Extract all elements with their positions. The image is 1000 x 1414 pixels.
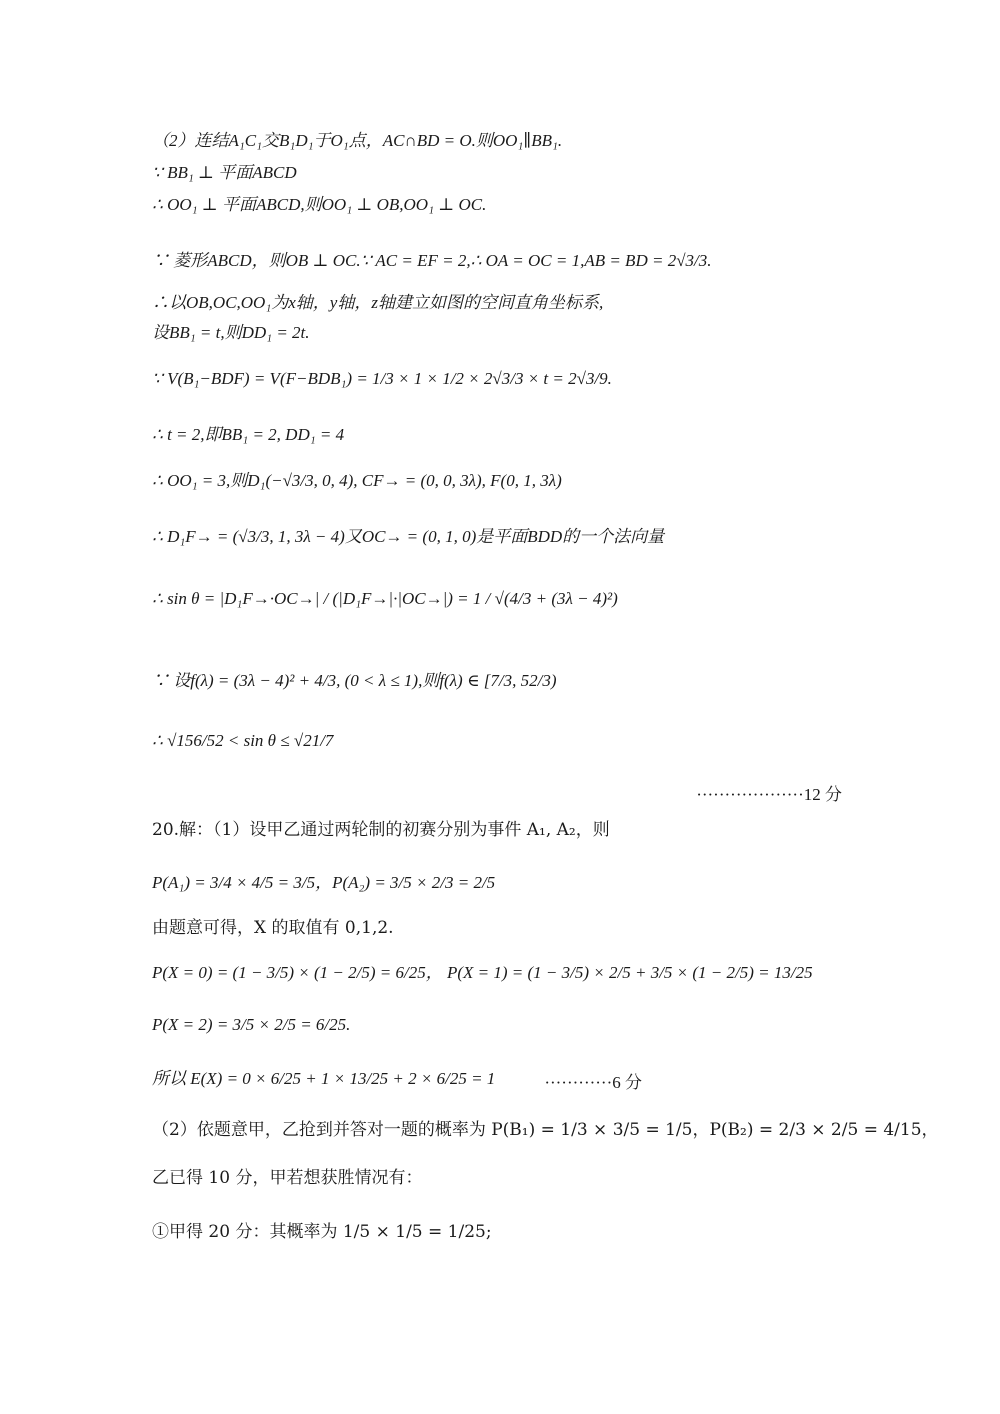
part2-line-4: ∵ 菱形ABCD，则OB ⊥ OC.∵ AC = EF = 2,∴ OA = OC = 1,AB = BD = 2√3/3. [152, 251, 712, 270]
q20-line-6: 所以 E(X) = 0 × 6/25 + 1 × 13/25 + 2 × 6/25 = 1 [152, 1069, 496, 1088]
q20-score: ············6 分 [544, 1073, 642, 1092]
q20-line-9: ①甲得 20 分：其概率为 1/5 × 1/5 = 1/25; [152, 1222, 492, 1242]
q20-line-8: 乙已得 10 分，甲若想获胜情况有： [152, 1168, 423, 1188]
part2-line-10: ∴ D₁F→ = (√3/3, 1, 3λ − 4)又OC→ = (0, 1, 0)是平面BDD的一个法向量 [152, 527, 665, 546]
part2-line-6: 设BB₁ = t,则DD₁ = 2t. [152, 323, 310, 342]
q20-line-3: 由题意可得，X 的取值有 0,1,2. [152, 918, 394, 938]
part2-line-8: ∴ t = 2,即BB₁ = 2, DD₁ = 4 [152, 425, 345, 444]
q20-line-5: P(X = 2) = 3/5 × 2/5 = 6/25. [152, 1015, 351, 1034]
q20-line-1: 20.解：（1）设甲乙通过两轮制的初赛分别为事件 A₁, A₂，则 [152, 820, 610, 840]
part2-line-5: ∴以OB,OC,OO₁为x轴，y轴，z轴建立如图的空间直角坐标系, [152, 293, 604, 312]
part2-line-3: ∴ OO₁ ⊥ 平面ABCD,则OO₁ ⊥ OB,OO₁ ⊥ OC. [152, 195, 487, 214]
part2-line-1: （2）连结A₁C₁交B₁D₁于O₁点，AC∩BD = O.则OO₁∥BB₁. [152, 131, 563, 150]
part2-line-11: ∴ sin θ = |D₁F→·OC→| / (|D₁F→|·|OC→|) = 1 / √(4/3 + (3λ − 4)²) [152, 589, 618, 608]
part2-line-9: ∴ OO₁ = 3,则D₁(−√3/3, 0, 4), CF→ = (0, 0, 3λ), F(0, 1, 3λ) [152, 471, 562, 490]
q20-line-2: P(A₁) = 3/4 × 4/5 = 3/5，P(A₂) = 3/5 × 2/3 = 2/5 [152, 873, 496, 892]
part2-line-7: ∵ V(B₁−BDF) = V(F−BDB₁) = 1/3 × 1 × 1/2 × 2√3/3 × t = 2√3/9. [152, 369, 612, 388]
part2-line-12: ∵ 设f(λ) = (3λ − 4)² + 4/3, (0 < λ ≤ 1),则f(λ) ∈ [7/3, 52/3) [152, 671, 557, 690]
q20-line-7: （2）依题意甲，乙抢到并答对一题的概率为 P(B₁) = 1/3 × 3/5 = 1/5，P(B₂) = 2/3 × 2/5 = 4/15， [152, 1120, 939, 1140]
part2-score: ···················12 分 [696, 785, 842, 804]
part2-line-13: ∴ √156/52 < sin θ ≤ √21/7 [152, 731, 334, 750]
q20-line-4: P(X = 0) = (1 − 3/5) × (1 − 2/5) = 6/25， P(X = 1) = (1 − 3/5) × 2/5 + 3/5 × (1 − 2/5) = 13/25 [152, 963, 813, 982]
part2-line-2: ∵ BB₁ ⊥ 平面ABCD [152, 163, 297, 182]
